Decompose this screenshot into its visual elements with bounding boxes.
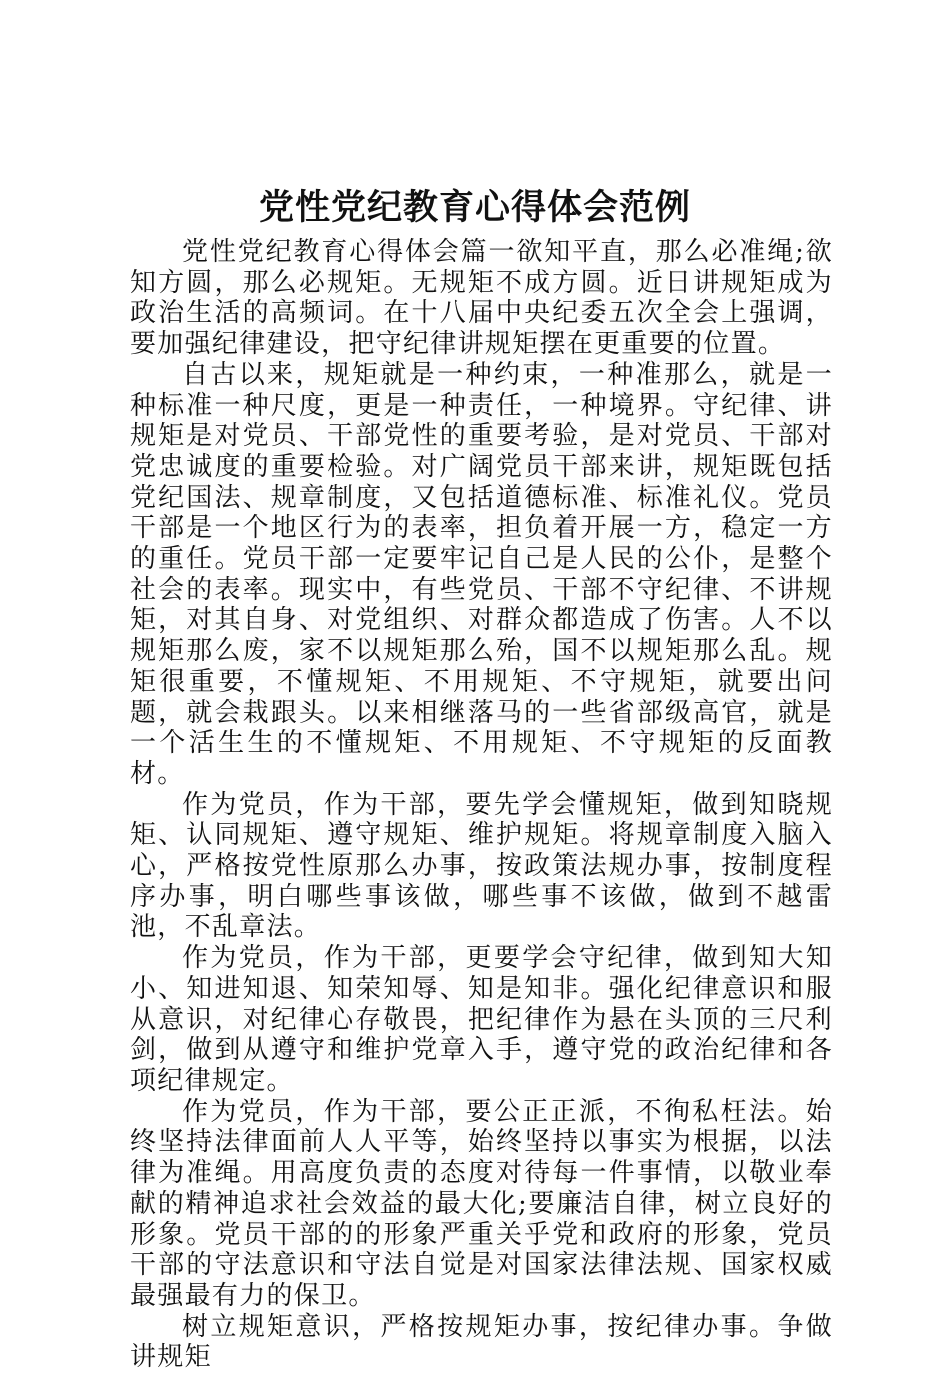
paragraph-6: 树立规矩意识，严格按规矩办事，按纪律办事。争做讲规矩 — [130, 1311, 833, 1373]
paragraph-2: 自古以来，规矩就是一种约束，一种准那么，就是一种标准一种尺度，更是一种责任，一种境界。守纪律、讲规矩是对党员、干部党性的重要考验，是对党员、干部对党忠诚度的重要检验。对广阔党员干部来讲，规矩既包括党纪国法、规章制度，又包括道德标准、标准礼仪。党员干部是一个地区行为的表率，担负着开展一方，稳定一方的重任。党员干部一定要牢记自己是人民的公仆，是整个社会的表率。现实中，有些党员、干部不守纪律、不讲规矩，对其自身、对党组织、对群众都造成了伤害。人不以规矩那么废，家不以规矩那么殆，国不以规矩那么乱。规矩很重要，不懂规矩、不用规矩、不守规矩，就要出问题，就会栽跟头。以来相继落马的一些省部级高官，就是一个活生生的不懂规矩、不用规矩、不守规矩的反面教材。 — [130, 359, 833, 789]
document-title: 党性党纪教育心得体会范例 — [258, 188, 691, 228]
paragraph-5: 作为党员，作为干部，要公正正派，不徇私枉法。始终坚持法律面前人人平等，始终坚持以事实为根据，以法律为准绳。用高度负责的态度对待每一件事情，以敬业奉献的精神追求社会效益的最大化;要廉洁自律，树立良好的形象。党员干部的的形象严重关乎党和政府的形象，党员干部的守法意识和守法自觉是对国家法律法规、国家权威最强最有力的保卫。 — [130, 1096, 833, 1311]
paragraph-3: 作为党员，作为干部，要先学会懂规矩，做到知晓规矩、认同规矩、遵守规矩、维护规矩。将规章制度入脑入心，严格按党性原那么办事，按政策法规办事，按制度程序办事，明白哪些事该做，哪些事不该做，做到不越雷池，不乱章法。 — [130, 789, 833, 943]
paragraph-1: 党性党纪教育心得体会篇一欲知平直，那么必准绳;欲知方圆，那么必规矩。无规矩不成方圆。近日讲规矩成为政治生活的高频词。在十八届中央纪委五次全会上强调，要加强纪律建设，把守纪律讲规矩摆在更重要的位置。 — [130, 237, 833, 360]
paragraph-4: 作为党员，作为干部，更要学会守纪律，做到知大知小、知进知退、知荣知辱、知是知非。强化纪律意识和服从意识，对纪律心存敬畏，把纪律作为悬在头顶的三尺利剑，做到从遵守和维护党章入手，遵守党的政治纪律和各项纪律规定。 — [130, 943, 833, 1096]
document-body — [130, 237, 833, 1373]
